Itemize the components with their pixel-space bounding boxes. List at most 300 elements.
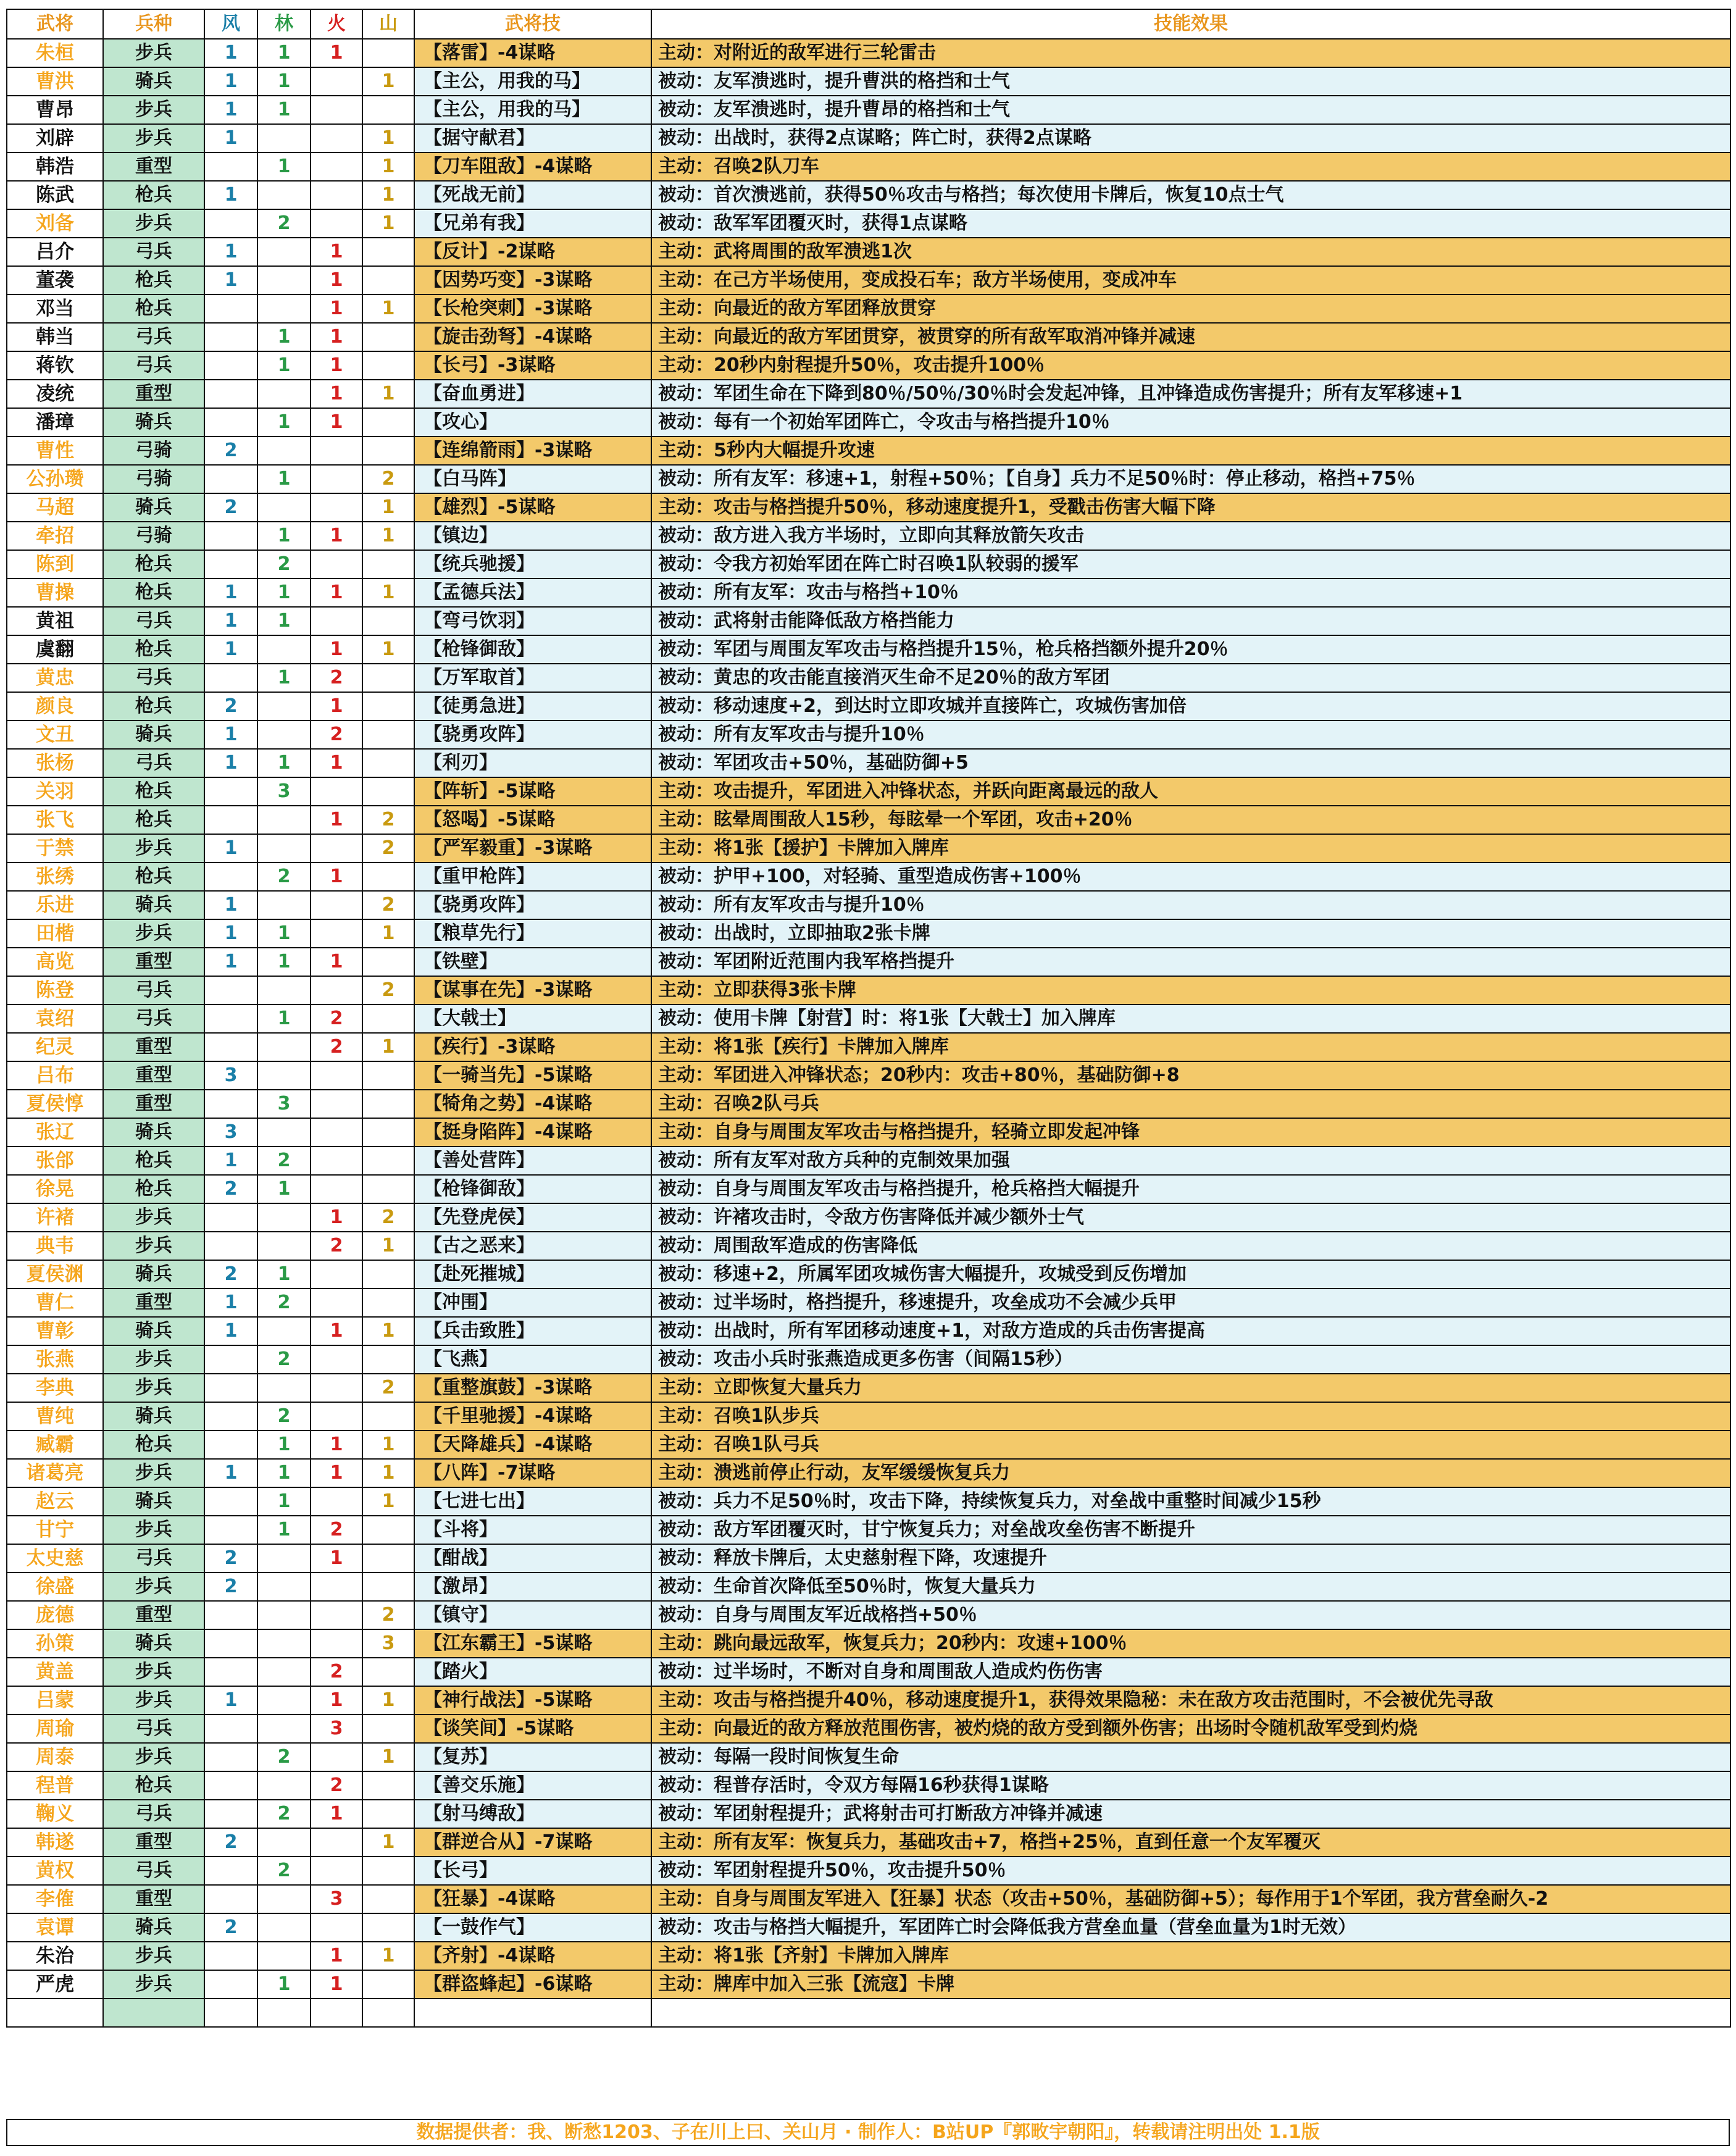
huo-value: 1 <box>311 635 362 664</box>
skill-effect: 主动：召唤1队步兵 <box>651 1402 1730 1431</box>
feng-value: 1 <box>204 749 257 777</box>
lin-value: 1 <box>257 153 311 181</box>
troop-type: 骑兵 <box>103 721 204 749</box>
troop-type: 重型 <box>103 1061 204 1090</box>
troop-type: 弓兵 <box>103 238 204 266</box>
general-name: 张燕 <box>7 1345 103 1374</box>
skill-effect: 被动：出战时，立即抽取2张卡牌 <box>651 919 1730 948</box>
general-name: 张杨 <box>7 749 103 777</box>
feng-value: 2 <box>204 1175 257 1203</box>
huo-value: 1 <box>311 1459 362 1487</box>
shan-value: 1 <box>362 1459 414 1487</box>
feng-value <box>204 1970 257 1999</box>
lin-value: 1 <box>257 323 311 351</box>
feng-value <box>204 295 257 323</box>
huo-value <box>311 1601 362 1629</box>
table-row <box>7 1090 1730 1118</box>
feng-value: 1 <box>204 181 257 209</box>
shan-value: 2 <box>362 834 414 863</box>
skill-effect: 被动：所有友军对敌方兵种的克制效果加强 <box>651 1147 1730 1175</box>
table-row <box>7 1629 1730 1658</box>
skill-name: 【因势巧变】-3谋略 <box>414 266 651 295</box>
general-name: 太史慈 <box>7 1544 103 1573</box>
general-name: 曹洪 <box>7 67 103 96</box>
table-row <box>7 295 1730 323</box>
skill-effect: 被动：每隔一段时间恢复生命 <box>651 1743 1730 1771</box>
skill-effect: 主动：召唤1队弓兵 <box>651 1431 1730 1459</box>
feng-value <box>204 664 257 692</box>
troop-type: 弓兵 <box>103 1005 204 1033</box>
skill-effect: 被动：所有友军攻击与提升10％ <box>651 891 1730 919</box>
huo-value: 1 <box>311 1203 362 1232</box>
table-row <box>7 976 1730 1005</box>
skill-effect: 被动：敌方进入我方半场时，立即向其释放箭矢攻击 <box>651 522 1730 550</box>
skill-name: 【统兵驰援】 <box>414 550 651 579</box>
feng-value: 1 <box>204 67 257 96</box>
general-name: 黄权 <box>7 1857 103 1885</box>
skill-effect: 被动：友军溃逃时，提升曹洪的格挡和士气 <box>651 67 1730 96</box>
skill-name: 【谋事在先】-3谋略 <box>414 976 651 1005</box>
skill-name: 【长弓】-3谋略 <box>414 351 651 380</box>
troop-type: 步兵 <box>103 124 204 153</box>
table-row <box>7 579 1730 607</box>
huo-value <box>311 153 362 181</box>
skill-effect: 被动：自身与周围友军近战格挡+50％ <box>651 1601 1730 1629</box>
lin-value <box>257 181 311 209</box>
skill-effect: 被动：友军溃逃时，提升曹昂的格挡和士气 <box>651 96 1730 124</box>
skill-name: 【孟德兵法】 <box>414 579 651 607</box>
troop-type: 枪兵 <box>103 181 204 209</box>
skill-name: 【激昂】 <box>414 1573 651 1601</box>
troop-type: 骑兵 <box>103 1487 204 1516</box>
troop-type: 步兵 <box>103 1743 204 1771</box>
huo-value: 1 <box>311 863 362 891</box>
huo-value <box>311 1857 362 1885</box>
lin-value <box>257 1828 311 1857</box>
feng-value: 1 <box>204 266 257 295</box>
table-row <box>7 323 1730 351</box>
skill-name: 【主公，用我的马】 <box>414 96 651 124</box>
feng-value <box>204 1771 257 1800</box>
general-name: 徐晃 <box>7 1175 103 1203</box>
troop-type: 弓骑 <box>103 465 204 493</box>
filler-row <box>7 1999 1730 2027</box>
lin-value <box>257 1913 311 1942</box>
skill-name: 【酣战】 <box>414 1544 651 1573</box>
general-name: 刘备 <box>7 209 103 238</box>
huo-value: 3 <box>311 1715 362 1743</box>
general-name: 朱桓 <box>7 39 103 67</box>
feng-value <box>204 1942 257 1970</box>
troop-type: 弓兵 <box>103 323 204 351</box>
skill-effect: 主动：将1张【疾行】卡牌加入牌库 <box>651 1033 1730 1061</box>
shan-value: 1 <box>362 295 414 323</box>
feng-value: 2 <box>204 1828 257 1857</box>
skill-name: 【怒喝】-5谋略 <box>414 806 651 834</box>
general-name: 刘辟 <box>7 124 103 153</box>
general-name: 庞德 <box>7 1601 103 1629</box>
troop-type: 枪兵 <box>103 295 204 323</box>
huo-value <box>311 976 362 1005</box>
skill-name: 【一鼓作气】 <box>414 1913 651 1942</box>
shan-value <box>362 1061 414 1090</box>
feng-value: 1 <box>204 39 257 67</box>
general-name: 牵招 <box>7 522 103 550</box>
troop-type: 枪兵 <box>103 863 204 891</box>
skill-name: 【白马阵】 <box>414 465 651 493</box>
table-row <box>7 1913 1730 1942</box>
table-row <box>7 777 1730 806</box>
general-name: 吕蒙 <box>7 1686 103 1715</box>
lin-value: 1 <box>257 948 311 976</box>
skill-effect: 被动：护甲+100，对轻骑、重型造成伤害+100％ <box>651 863 1730 891</box>
feng-value <box>204 1090 257 1118</box>
troop-type: 步兵 <box>103 39 204 67</box>
shan-value <box>362 1516 414 1544</box>
huo-value <box>311 1260 362 1289</box>
huo-value: 1 <box>311 806 362 834</box>
table-row <box>7 1061 1730 1090</box>
shan-value: 1 <box>362 1743 414 1771</box>
skill-name: 【严军毅重】-3谋略 <box>414 834 651 863</box>
lin-value <box>257 1118 311 1147</box>
skill-name: 【群逆合从】-7谋略 <box>414 1828 651 1857</box>
lin-value <box>257 238 311 266</box>
troop-type: 弓兵 <box>103 749 204 777</box>
skill-name: 【雄烈】-5谋略 <box>414 493 651 522</box>
skill-name: 【谈笑间】-5谋略 <box>414 1715 651 1743</box>
table-row <box>7 181 1730 209</box>
feng-value: 1 <box>204 124 257 153</box>
feng-value: 1 <box>204 948 257 976</box>
huo-value <box>311 1487 362 1516</box>
skill-name: 【镇边】 <box>414 522 651 550</box>
shan-value: 2 <box>362 806 414 834</box>
troop-type: 枪兵 <box>103 635 204 664</box>
skill-effect: 主动：眩晕周围敌人15秒，每眩晕一个军团，攻击+20％ <box>651 806 1730 834</box>
table-row <box>7 1203 1730 1232</box>
general-name: 董袭 <box>7 266 103 295</box>
general-name: 蒋钦 <box>7 351 103 380</box>
general-name: 文丑 <box>7 721 103 749</box>
general-name: 凌统 <box>7 380 103 408</box>
table-row <box>7 1544 1730 1573</box>
skill-effect: 被动：过半场时，不断对自身和周围敌人造成灼伤伤害 <box>651 1658 1730 1686</box>
shan-value: 2 <box>362 465 414 493</box>
shan-value <box>362 1260 414 1289</box>
feng-value <box>204 1516 257 1544</box>
table-row <box>7 124 1730 153</box>
feng-value <box>204 1743 257 1771</box>
table-body <box>7 39 1730 2027</box>
shan-value <box>362 1147 414 1175</box>
shan-value <box>362 1885 414 1913</box>
skill-effect: 主动：将1张【援护】卡牌加入牌库 <box>651 834 1730 863</box>
shan-value <box>362 323 414 351</box>
feng-value <box>204 323 257 351</box>
feng-value <box>204 153 257 181</box>
feng-value: 1 <box>204 1317 257 1345</box>
lin-value <box>257 1033 311 1061</box>
huo-value <box>311 493 362 522</box>
skill-name: 【千里驰援】-4谋略 <box>414 1402 651 1431</box>
shan-value <box>362 1005 414 1033</box>
header-effect: 技能效果 <box>651 9 1730 39</box>
huo-value <box>311 209 362 238</box>
skill-name: 【骁勇攻阵】 <box>414 721 651 749</box>
general-name: 鞠义 <box>7 1800 103 1828</box>
troop-type: 步兵 <box>103 1658 204 1686</box>
troop-type: 骑兵 <box>103 1402 204 1431</box>
shan-value: 1 <box>362 124 414 153</box>
table-row <box>7 1970 1730 1999</box>
skill-effect: 被动：军团攻击+50％，基础防御+5 <box>651 749 1730 777</box>
table-row <box>7 1573 1730 1601</box>
huo-value: 1 <box>311 948 362 976</box>
huo-value: 1 <box>311 1317 362 1345</box>
table-row <box>7 1857 1730 1885</box>
skill-name: 【重整旗鼓】-3谋略 <box>414 1374 651 1402</box>
table-row <box>7 1800 1730 1828</box>
skill-name: 【反计】-2谋略 <box>414 238 651 266</box>
shan-value <box>362 1800 414 1828</box>
feng-value <box>204 408 257 437</box>
general-name: 袁绍 <box>7 1005 103 1033</box>
skill-effect: 被动：出战时，所有军团移动速度+1，对敌方造成的兵击伤害提高 <box>651 1317 1730 1345</box>
shan-value <box>362 664 414 692</box>
lin-value <box>257 266 311 295</box>
table-row <box>7 1147 1730 1175</box>
skill-name: 【群盗蜂起】-6谋略 <box>414 1970 651 1999</box>
lin-value: 1 <box>257 1459 311 1487</box>
lin-value: 1 <box>257 522 311 550</box>
skill-effect: 被动：军团与周围友军攻击与格挡提升15％，枪兵格挡额外提升20％ <box>651 635 1730 664</box>
general-name: 黄盖 <box>7 1658 103 1686</box>
skill-effect: 被动：每有一个初始军团阵亡，令攻击与格挡提升10％ <box>651 408 1730 437</box>
shan-value <box>362 1658 414 1686</box>
table-row <box>7 948 1730 976</box>
troop-type: 步兵 <box>103 1345 204 1374</box>
shan-value: 1 <box>362 1232 414 1260</box>
table-row <box>7 238 1730 266</box>
troop-type: 骑兵 <box>103 1118 204 1147</box>
skill-name: 【万军取首】 <box>414 664 651 692</box>
huo-value <box>311 1289 362 1317</box>
skill-name: 【兵击致胜】 <box>414 1317 651 1345</box>
general-name: 公孙瓒 <box>7 465 103 493</box>
huo-value <box>311 777 362 806</box>
general-name: 张飞 <box>7 806 103 834</box>
feng-value <box>204 806 257 834</box>
lin-value: 2 <box>257 1743 311 1771</box>
general-name: 朱治 <box>7 1942 103 1970</box>
feng-value <box>204 1601 257 1629</box>
troop-type: 骑兵 <box>103 1260 204 1289</box>
skill-effect: 被动：军团射程提升50％，攻击提升50％ <box>651 1857 1730 1885</box>
troop-type: 步兵 <box>103 96 204 124</box>
feng-value <box>204 209 257 238</box>
huo-value: 1 <box>311 266 362 295</box>
feng-value: 1 <box>204 834 257 863</box>
lin-value <box>257 380 311 408</box>
table-row <box>7 1374 1730 1402</box>
skill-effect: 主动：跳向最远敌军，恢复兵力；20秒内：攻速+100％ <box>651 1629 1730 1658</box>
table-row <box>7 1715 1730 1743</box>
shan-value <box>362 1402 414 1431</box>
skill-effect: 主动：5秒内大幅提升攻速 <box>651 437 1730 465</box>
lin-value <box>257 891 311 919</box>
lin-value <box>257 834 311 863</box>
skill-name: 【先登虎侯】 <box>414 1203 651 1232</box>
header-name: 武将 <box>7 9 103 39</box>
feng-value <box>204 1885 257 1913</box>
shan-value <box>362 1118 414 1147</box>
lin-value: 1 <box>257 579 311 607</box>
huo-value <box>311 465 362 493</box>
huo-value: 1 <box>311 1970 362 1999</box>
troop-type: 弓兵 <box>103 607 204 635</box>
lin-value: 1 <box>257 1175 311 1203</box>
lin-value <box>257 1317 311 1345</box>
skill-name: 【徒勇急进】 <box>414 692 651 721</box>
skill-effect: 主动：牌库中加入三张【流寇】卡牌 <box>651 1970 1730 1999</box>
troop-type: 弓兵 <box>103 351 204 380</box>
table-row <box>7 1175 1730 1203</box>
shan-value: 1 <box>362 1317 414 1345</box>
shan-value: 1 <box>362 153 414 181</box>
table-row <box>7 1345 1730 1374</box>
table-row <box>7 1005 1730 1033</box>
general-name: 甘宁 <box>7 1516 103 1544</box>
shan-value: 1 <box>362 493 414 522</box>
shan-value: 1 <box>362 1828 414 1857</box>
shan-value <box>362 1715 414 1743</box>
huo-value: 2 <box>311 721 362 749</box>
lin-value <box>257 1601 311 1629</box>
skill-effect: 被动：使用卡牌【射营】时：将1张【大戟士】加入牌库 <box>651 1005 1730 1033</box>
table-row <box>7 1658 1730 1686</box>
skill-name: 【落雷】-4谋略 <box>414 39 651 67</box>
huo-value <box>311 1573 362 1601</box>
huo-value: 1 <box>311 1686 362 1715</box>
header-row <box>7 9 1730 39</box>
table-row <box>7 209 1730 238</box>
lin-value: 1 <box>257 1260 311 1289</box>
huo-value <box>311 919 362 948</box>
feng-value <box>204 380 257 408</box>
lin-value <box>257 1686 311 1715</box>
skill-effect: 主动：自身与周围友军进入【狂暴】状态（攻击+50％，基础防御+5）；每作用于1个军团，我方营垒耐久-2 <box>651 1885 1730 1913</box>
general-name: 虞翻 <box>7 635 103 664</box>
troop-type: 步兵 <box>103 1516 204 1544</box>
huo-value <box>311 1629 362 1658</box>
shan-value <box>362 238 414 266</box>
general-name: 马超 <box>7 493 103 522</box>
table-row <box>7 834 1730 863</box>
general-name: 诸葛亮 <box>7 1459 103 1487</box>
lin-value: 1 <box>257 607 311 635</box>
lin-value: 1 <box>257 351 311 380</box>
skill-name: 【大戟士】 <box>414 1005 651 1033</box>
feng-value <box>204 863 257 891</box>
huo-value <box>311 1828 362 1857</box>
troop-type: 弓兵 <box>103 1800 204 1828</box>
huo-value <box>311 181 362 209</box>
table-row <box>7 806 1730 834</box>
lin-value <box>257 1629 311 1658</box>
feng-value <box>204 1232 257 1260</box>
lin-value: 1 <box>257 919 311 948</box>
lin-value: 2 <box>257 1402 311 1431</box>
huo-value: 2 <box>311 1771 362 1800</box>
general-name: 陈武 <box>7 181 103 209</box>
huo-value: 1 <box>311 1431 362 1459</box>
table-row <box>7 1118 1730 1147</box>
skill-effect: 被动：许褚攻击时，令敌方伤害降低并减少额外士气 <box>651 1203 1730 1232</box>
general-name: 韩遂 <box>7 1828 103 1857</box>
skill-name: 【长弓】 <box>414 1857 651 1885</box>
feng-value: 1 <box>204 238 257 266</box>
lin-value: 3 <box>257 1090 311 1118</box>
huo-value: 1 <box>311 408 362 437</box>
shan-value <box>362 408 414 437</box>
troop-type: 枪兵 <box>103 1147 204 1175</box>
troop-type: 重型 <box>103 1289 204 1317</box>
skill-name: 【利刃】 <box>414 749 651 777</box>
table-row <box>7 1828 1730 1857</box>
lin-value <box>257 1544 311 1573</box>
shan-value <box>362 1345 414 1374</box>
huo-value <box>311 834 362 863</box>
huo-value <box>311 124 362 153</box>
general-name: 潘璋 <box>7 408 103 437</box>
skill-name: 【复苏】 <box>414 1743 651 1771</box>
table-row <box>7 465 1730 493</box>
huo-value: 1 <box>311 522 362 550</box>
skill-name: 【兄弟有我】 <box>414 209 651 238</box>
table-row <box>7 1487 1730 1516</box>
shan-value <box>362 550 414 579</box>
table-row <box>7 1431 1730 1459</box>
shan-value: 1 <box>362 1033 414 1061</box>
troop-type: 重型 <box>103 380 204 408</box>
skill-effect: 被动：首次溃逃前，获得50％攻击与格挡；每次使用卡牌后，恢复10点士气 <box>651 181 1730 209</box>
skill-effect: 被动：黄忠的攻击能直接消灭生命不足20％的敌方军团 <box>651 664 1730 692</box>
table-row <box>7 1033 1730 1061</box>
lin-value <box>257 437 311 465</box>
skill-name: 【连绵箭雨】-3谋略 <box>414 437 651 465</box>
skill-effect: 被动：出战时，获得2点谋略；阵亡时，获得2点谋略 <box>651 124 1730 153</box>
feng-value <box>204 1658 257 1686</box>
shan-value <box>362 721 414 749</box>
feng-value: 2 <box>204 493 257 522</box>
general-name: 张辽 <box>7 1118 103 1147</box>
huo-value: 1 <box>311 1942 362 1970</box>
skill-effect: 被动：移动速度+2，到达时立即攻城并直接阵亡，攻城伤害加倍 <box>651 692 1730 721</box>
feng-value: 2 <box>204 1544 257 1573</box>
general-name: 黄忠 <box>7 664 103 692</box>
lin-value: 2 <box>257 1147 311 1175</box>
table-row <box>7 1942 1730 1970</box>
skill-name: 【八阵】-7谋略 <box>414 1459 651 1487</box>
huo-value: 1 <box>311 1544 362 1573</box>
shan-value: 2 <box>362 1203 414 1232</box>
skill-name: 【疾行】-3谋略 <box>414 1033 651 1061</box>
troop-type: 步兵 <box>103 1459 204 1487</box>
skill-name: 【踏火】 <box>414 1658 651 1686</box>
general-name: 夏侯渊 <box>7 1260 103 1289</box>
skill-name: 【奋血勇进】 <box>414 380 651 408</box>
